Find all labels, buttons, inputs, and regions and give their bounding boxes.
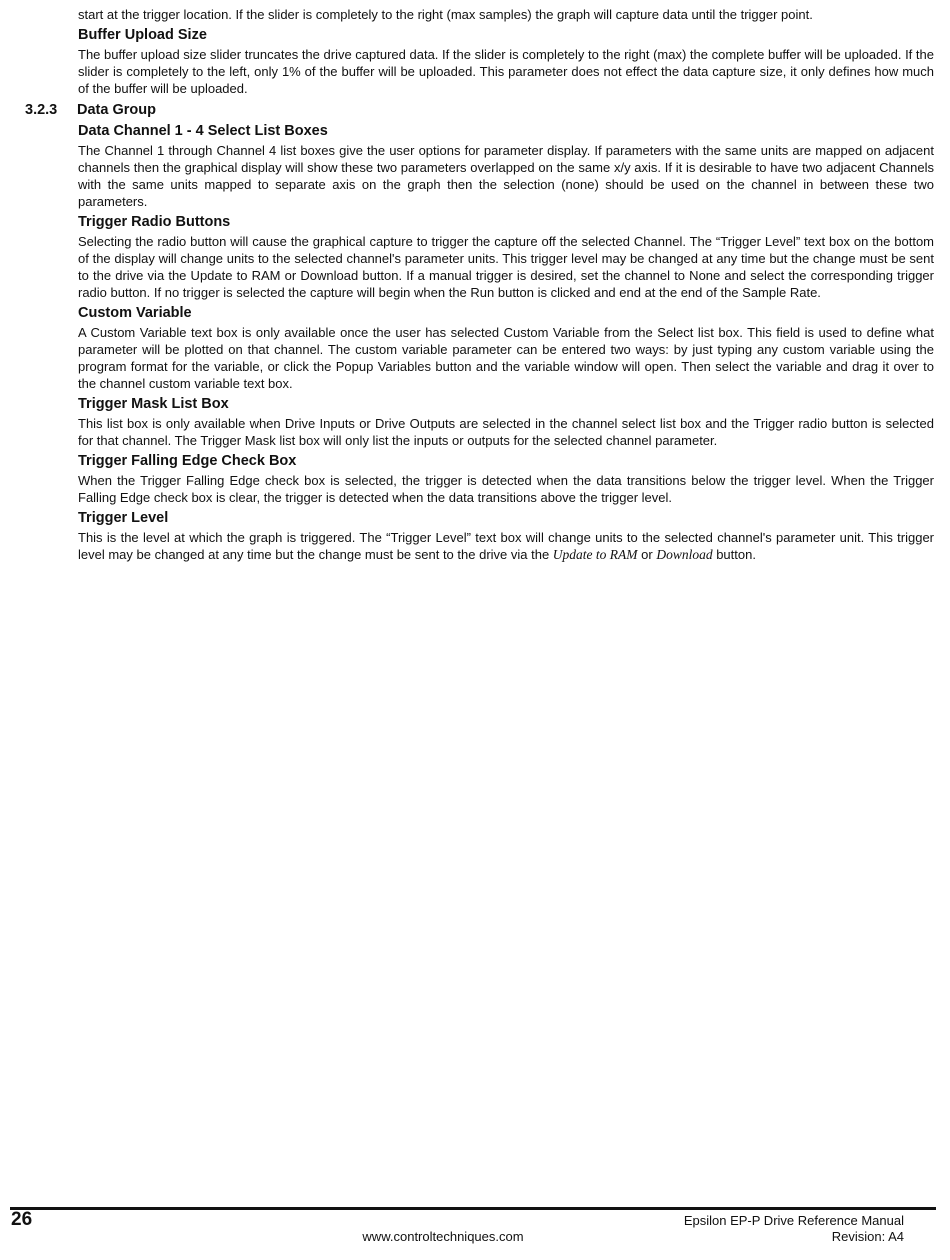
footer-website: www.controltechniques.com — [362, 1229, 524, 1244]
trigger-falling-heading: Trigger Falling Edge Check Box — [78, 453, 297, 469]
trigger-level-heading: Trigger Level — [78, 510, 169, 526]
section-number: 3.2.3 — [25, 102, 58, 118]
trigger-radio-heading: Trigger Radio Buttons — [78, 214, 231, 230]
section-title: Data Group — [77, 102, 156, 118]
trigger-mask-paragraph: This list box is only available when Drive Inputs or Drive Outputs are selected in the channel select list box and the Trigger radio button is selected for that channel. The Trigger Mask list box will only list the inputs or outputs for the selected channel parameter. — [78, 416, 934, 448]
update-to-ram-term: Update to RAM — [552, 547, 638, 562]
footer-rule — [10, 1207, 936, 1210]
data-channel-heading: Data Channel 1 - 4 Select List Boxes — [78, 123, 328, 139]
data-channel-paragraph: The Channel 1 through Channel 4 list boxes give the user options for parameter display. If parameters with the same units are mapped on adjacent channels then the graphical display will show these two parameters overlapped on the same x/y axis. If it is desirable to have two adjacent Channels with the same units mapped to separate axis on the graph then the selection (none) should be used on the channel in between these two parameters. — [78, 143, 934, 209]
intro-paragraph: start at the trigger location. If the slider is completely to the right (max samples) the graph will capture data until the trigger point. — [78, 7, 813, 22]
custom-variable-paragraph: A Custom Variable text box is only available once the user has selected Custom Variable from the Select list box. This field is used to define what parameter will be plotted on that channel. The custom variable parameter can be entered two ways: by just typing any custom variable using the program format for the variable, or click the Popup Variables button and the variable window will open. Then select the variable and drag it over to the channel custom variable text box. — [78, 325, 934, 391]
footer-revision: Revision: A4 — [831, 1229, 904, 1244]
trigger-radio-paragraph: Selecting the radio button will cause the graphical capture to trigger the capture off the selected Channel. The “Trigger Level” text box on the bottom of the display will change units to the selected channel's parameter units. This trigger level may be changed at any time but the change must be sent to the drive via the Update to RAM or Download button. If a manual trigger is desired, set the channel to None and select the corresponding trigger radio button. If no trigger is selected the capture will begin when the Run button is clicked and end at the end of the Sample Rate. — [78, 234, 934, 300]
trigger-level-or: or — [637, 547, 657, 562]
trigger-mask-heading: Trigger Mask List Box — [78, 396, 229, 412]
page-number: 26 — [11, 1209, 33, 1230]
buffer-upload-paragraph: The buffer upload size slider truncates the drive captured data. If the slider is completely to the right (max) the complete buffer will be uploaded. If the slider is completely to the left, only 1% of the buffer will be uploaded. This parameter does not effect the data capture size, it only defines how much of the buffer will be uploaded. — [78, 47, 934, 96]
trigger-falling-paragraph: When the Trigger Falling Edge check box is selected, the trigger is detected when the data transitions below the trigger level. When the Trigger Falling Edge check box is clear, the trigger is detected when the data transitions above the trigger level. — [78, 473, 934, 505]
download-term: Download — [656, 547, 713, 562]
trigger-level-text-after: button. — [712, 547, 756, 562]
trigger-level-paragraph — [78, 529, 934, 563]
buffer-upload-heading: Buffer Upload Size — [78, 27, 207, 43]
custom-variable-heading: Custom Variable — [78, 305, 192, 321]
section-heading — [25, 101, 950, 119]
footer-manual-title: Epsilon EP-P Drive Reference Manual — [683, 1213, 904, 1228]
page-content — [0, 6, 950, 563]
trigger-level-text-before: This is the level at which the graph is triggered. The “Trigger Level” text box will change units to the selected channel's parameter unit. This trigger level may be changed at any time but the change must be sent to the drive via the — [78, 530, 934, 562]
